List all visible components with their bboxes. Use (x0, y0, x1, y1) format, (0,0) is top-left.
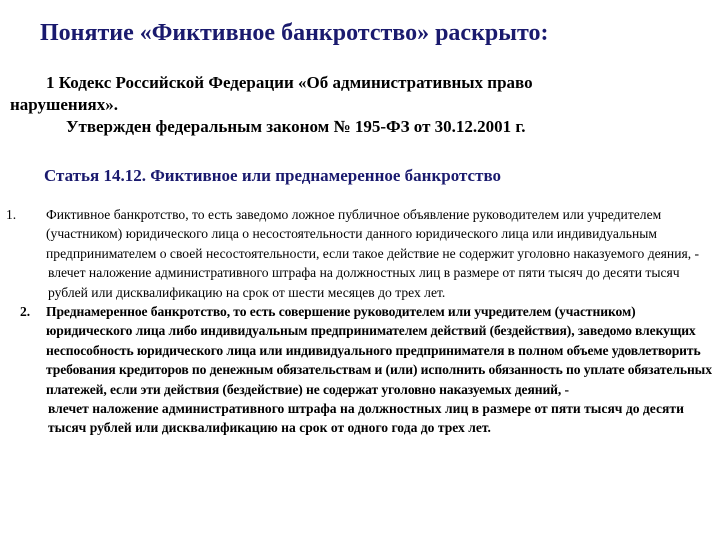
source-line-2: нарушениях». (10, 95, 118, 114)
list-item-2 (0, 302, 720, 438)
slide-title: Понятие «Фиктивное банкротство» раскрыто: (40, 20, 549, 46)
item-sanction: влечет наложение административного штрафа на должностных лиц в размере от пяти тысяч до десяти тысяч рублей или дисквалификацию на срок от одного года до трех лет. (48, 401, 684, 436)
item-text: Преднамеренное банкротство, то есть совершение руководителем или учредителем (участником) юридического лица либо индивидуальным предпринимателем действий (бездействия), заведомо влекущих неспособность юридического лица или индивидуального предпринимателя в полном объеме удовлетворить требования кредиторов по денежным обязательствам и (или) исполнить обязанность по уплате обязательных платежей, если эти действия (бездействие) не содержат уголовно наказуемых деяний, - (46, 304, 712, 397)
list-item-1 (0, 205, 720, 302)
source-line-3: Утвержден федеральным законом № 195-ФЗ от 30.12.2001 г. (66, 117, 526, 136)
item-sanction: влечет наложение административного штрафа на должностных лиц в размере от пяти тысяч до десяти тысяч рублей или дисквалификацию на срок от шести месяцев до трех лет. (48, 265, 680, 300)
item-number: 1. (6, 207, 17, 222)
source-reference (10, 72, 710, 138)
article-heading: Статья 14.12. Фиктивное или преднамеренное банкротство (44, 166, 502, 185)
item-number: 2. (20, 304, 31, 320)
article-items (0, 205, 720, 438)
item-text: Фиктивное банкротство, то есть заведомо ложное публичное объявление руководителем или учредителем (участником) юридического лица о несостоятельности данного юридического лица или индивидуальным предпринимателем о своей несостоятельности, если такое действие не содержит уголовно наказуемого деяния, - (46, 207, 700, 261)
source-line-1: 1 Кодекс Российской Федерации «Об административных право (46, 73, 533, 92)
